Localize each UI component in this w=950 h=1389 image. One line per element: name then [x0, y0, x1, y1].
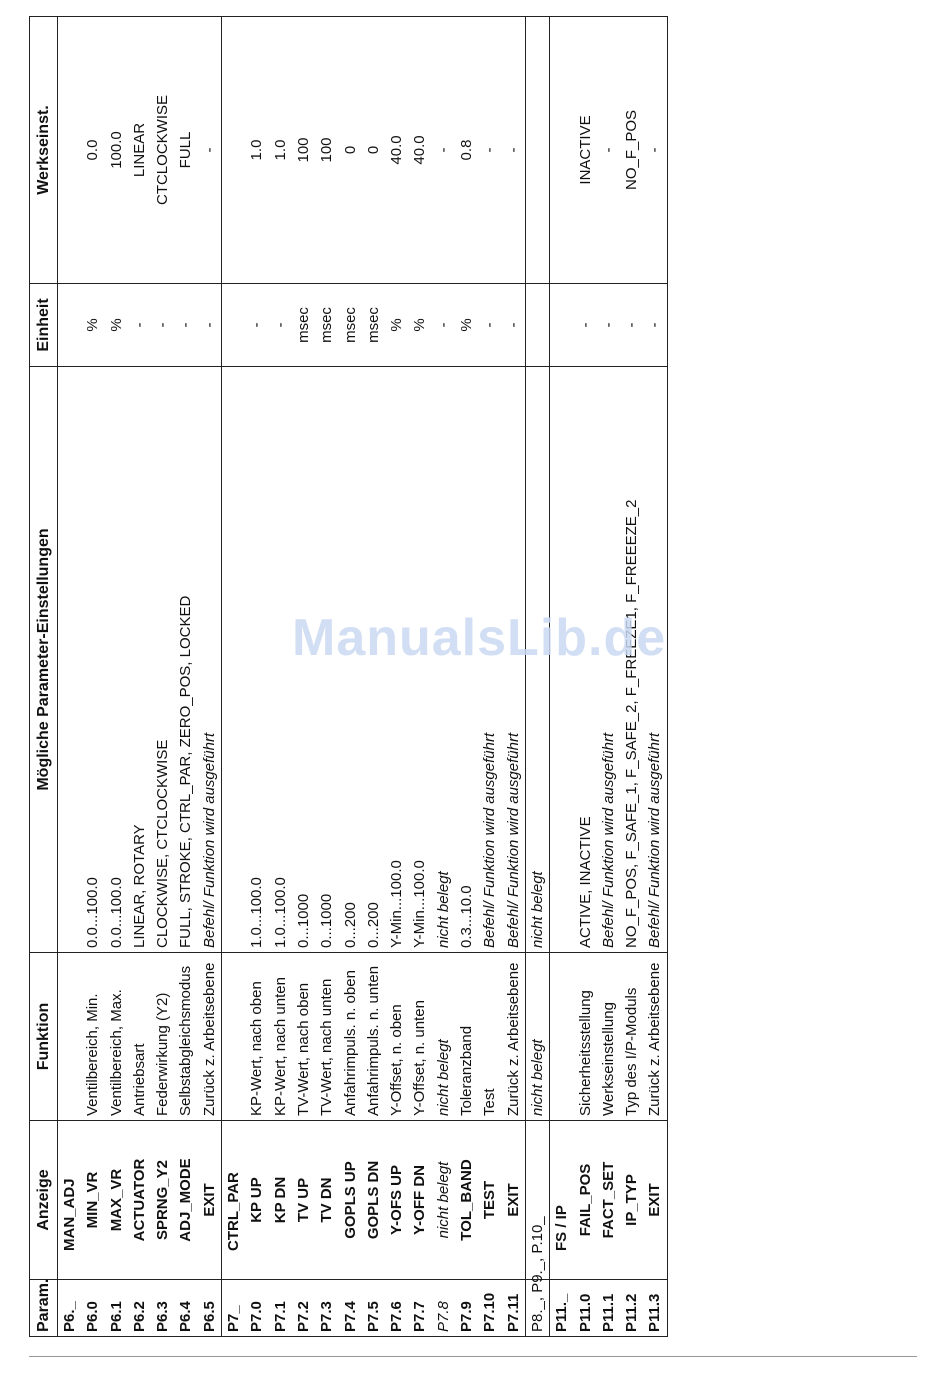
cell-einheit	[222, 284, 246, 367]
table-group-row	[222, 17, 246, 1337]
table-row	[362, 17, 385, 1337]
cell-einstellungen: Befehl/ Funktion wird ausgeführt	[502, 367, 526, 953]
cell-param: P7.2	[292, 1280, 315, 1337]
cell-param: P11._	[550, 1280, 574, 1337]
cell-einheit: msec	[292, 284, 315, 367]
cell-einstellungen: ACTIVE, INACTIVE	[574, 367, 597, 953]
cell-werkseinst: 0	[339, 17, 362, 284]
cell-einheit: %	[408, 284, 431, 367]
cell-anzeige: ACTUATOR	[128, 1121, 151, 1280]
cell-param: P6.2	[128, 1280, 151, 1337]
cell-funktion: Y-Offset, n. oben	[385, 953, 408, 1121]
cell-werkseinst: -	[597, 17, 620, 284]
header-param: Param.	[30, 1280, 58, 1337]
cell-funktion: Zurück z. Arbeitsebene	[502, 953, 526, 1121]
header-werkseinst: Werkseinst.	[30, 17, 58, 284]
header-einstellungen: Mögliche Parameter-Einstellungen	[30, 367, 58, 953]
cell-param: P7.5	[362, 1280, 385, 1337]
cell-einstellungen: Y-Min...100.0	[385, 367, 408, 953]
table-row	[432, 17, 455, 1337]
cell-einstellungen	[550, 367, 574, 953]
cell-einheit	[525, 284, 549, 367]
table-row	[502, 17, 526, 1337]
cell-param: P11.0	[574, 1280, 597, 1337]
cell-funktion: Zurück z. Arbeitsebene	[198, 953, 222, 1121]
cell-funktion	[222, 953, 246, 1121]
cell-einstellungen: LINEAR, ROTARY	[128, 367, 151, 953]
cell-anzeige: IP_TYP	[620, 1121, 643, 1280]
cell-anzeige: EXIT	[643, 1121, 667, 1280]
cell-einheit	[550, 284, 574, 367]
cell-anzeige: nicht belegt	[432, 1121, 455, 1280]
cell-param: P7.10	[478, 1280, 501, 1337]
cell-werkseinst: NO_F_POS	[620, 17, 643, 284]
cell-einstellungen: 0.0...100.0	[105, 367, 128, 953]
table-row	[198, 17, 222, 1337]
cell-werkseinst: -	[432, 17, 455, 284]
cell-funktion: Anfahrimpuls. n. unten	[362, 953, 385, 1121]
cell-anzeige: TOL_BAND	[455, 1121, 478, 1280]
cell-einheit: %	[81, 284, 104, 367]
cell-einstellungen: Befehl/ Funktion wird ausgeführt	[643, 367, 667, 953]
cell-param: P7.11	[502, 1280, 526, 1337]
cell-param: P7.8	[432, 1280, 455, 1337]
cell-param: P7_	[222, 1280, 246, 1337]
cell-anzeige: TV DN	[315, 1121, 338, 1280]
table-row	[408, 17, 431, 1337]
table-row	[81, 17, 104, 1337]
cell-werkseinst: 0.8	[455, 17, 478, 284]
cell-einstellungen: 0...1000	[292, 367, 315, 953]
cell-anzeige: FACT_SET	[597, 1121, 620, 1280]
cell-werkseinst: 40.0	[385, 17, 408, 284]
table-row	[574, 17, 597, 1337]
cell-funktion: Selbstabgleichsmodus	[174, 953, 197, 1121]
cell-anzeige: KP DN	[269, 1121, 292, 1280]
cell-werkseinst: -	[643, 17, 667, 284]
cell-anzeige: ADJ_MODE	[174, 1121, 197, 1280]
cell-funktion: Anfahrimpuls. n. oben	[339, 953, 362, 1121]
cell-funktion: nicht belegt	[525, 953, 549, 1121]
cell-param: P7.0	[245, 1280, 268, 1337]
cell-werkseinst: 0	[362, 17, 385, 284]
table-header-row	[30, 17, 58, 1337]
cell-werkseinst: 1.0	[269, 17, 292, 284]
cell-anzeige: SPRNG_Y2	[151, 1121, 174, 1280]
table-row	[151, 17, 174, 1337]
table-row	[643, 17, 667, 1337]
table-row	[478, 17, 501, 1337]
cell-werkseinst: 40.0	[408, 17, 431, 284]
cell-einstellungen	[58, 367, 82, 953]
cell-param: P11.1	[597, 1280, 620, 1337]
cell-einheit: -	[574, 284, 597, 367]
cell-einstellungen: Befehl/ Funktion wird ausgeführt	[198, 367, 222, 953]
table-row	[315, 17, 338, 1337]
cell-einheit: %	[455, 284, 478, 367]
cell-werkseinst: 0.0	[81, 17, 104, 284]
cell-param: P6.3	[151, 1280, 174, 1337]
cell-anzeige: TV UP	[292, 1121, 315, 1280]
cell-einstellungen: CLOCKWISE, CTCLOCKWISE	[151, 367, 174, 953]
table-row	[269, 17, 292, 1337]
cell-anzeige: EXIT	[198, 1121, 222, 1280]
cell-funktion: Werkseinstellung	[597, 953, 620, 1121]
cell-werkseinst: -	[478, 17, 501, 284]
cell-einstellungen: FULL, STROKE, CTRL_PAR, ZERO_POS, LOCKED	[174, 367, 197, 953]
cell-werkseinst	[58, 17, 82, 284]
table-group-row	[550, 17, 574, 1337]
cell-anzeige: KP UP	[245, 1121, 268, 1280]
table-row	[128, 17, 151, 1337]
cell-param: P7.3	[315, 1280, 338, 1337]
cell-funktion: nicht belegt	[432, 953, 455, 1121]
cell-werkseinst: LINEAR	[128, 17, 151, 284]
cell-funktion: KP-Wert, nach unten	[269, 953, 292, 1121]
cell-einheit: -	[643, 284, 667, 367]
cell-einheit: -	[198, 284, 222, 367]
cell-einstellungen: 1.0...100.0	[269, 367, 292, 953]
parameter-table-page	[29, 17, 776, 1337]
cell-einheit	[58, 284, 82, 367]
footer-divider	[29, 1356, 917, 1357]
cell-param: P7.9	[455, 1280, 478, 1337]
cell-funktion: Y-Offset, n. unten	[408, 953, 431, 1121]
cell-einheit: -	[245, 284, 268, 367]
table-row	[385, 17, 408, 1337]
cell-werkseinst: 100	[292, 17, 315, 284]
table-row	[245, 17, 268, 1337]
cell-einheit: %	[105, 284, 128, 367]
cell-funktion: Toleranzband	[455, 953, 478, 1121]
cell-werkseinst: 1.0	[245, 17, 268, 284]
table-row	[292, 17, 315, 1337]
cell-anzeige: MAN_ADJ	[58, 1121, 82, 1280]
cell-einstellungen: 1.0...100.0	[245, 367, 268, 953]
cell-einstellungen: 0...200	[362, 367, 385, 953]
cell-anzeige: FS / IP	[550, 1121, 574, 1280]
parameter-table	[29, 16, 668, 1337]
cell-param: P6._	[58, 1280, 82, 1337]
cell-werkseinst: -	[502, 17, 526, 284]
cell-param: P7.6	[385, 1280, 408, 1337]
cell-werkseinst	[525, 17, 549, 284]
cell-einstellungen: Befehl/ Funktion wird ausgeführt	[597, 367, 620, 953]
cell-anzeige: GOPLS DN	[362, 1121, 385, 1280]
cell-funktion: KP-Wert, nach oben	[245, 953, 268, 1121]
cell-funktion	[550, 953, 574, 1121]
cell-werkseinst: INACTIVE	[574, 17, 597, 284]
cell-param: P6.5	[198, 1280, 222, 1337]
cell-einheit: -	[269, 284, 292, 367]
cell-param: P11.3	[643, 1280, 667, 1337]
table-row	[620, 17, 643, 1337]
cell-werkseinst	[550, 17, 574, 284]
cell-funktion	[58, 953, 82, 1121]
cell-param: P7.7	[408, 1280, 431, 1337]
cell-param: P6.1	[105, 1280, 128, 1337]
cell-werkseinst: FULL	[174, 17, 197, 284]
cell-param: P11.2	[620, 1280, 643, 1337]
cell-einstellungen: NO_F_POS, F_SAFE_1, F_SAFE_2, F_FREEZE1, F_FREEEZE_2	[620, 367, 643, 953]
header-funktion: Funktion	[30, 953, 58, 1121]
cell-einheit: -	[128, 284, 151, 367]
cell-param: P7.4	[339, 1280, 362, 1337]
cell-funktion: Antriebsart	[128, 953, 151, 1121]
cell-funktion: Typ des I/P-Moduls	[620, 953, 643, 1121]
cell-param: P6.4	[174, 1280, 197, 1337]
watermark: ManualsLib.de	[292, 609, 667, 667]
cell-funktion: Ventilbereich, Max.	[105, 953, 128, 1121]
cell-werkseinst	[222, 17, 246, 284]
cell-einstellungen	[222, 367, 246, 953]
cell-einstellungen: 0.3...10.0	[455, 367, 478, 953]
cell-param: P7.1	[269, 1280, 292, 1337]
cell-funktion: Sicherheitsstellung	[574, 953, 597, 1121]
cell-werkseinst: CTCLOCKWISE	[151, 17, 174, 284]
cell-werkseinst: -	[198, 17, 222, 284]
cell-einstellungen: nicht belegt	[525, 367, 549, 953]
cell-einheit: msec	[339, 284, 362, 367]
cell-einstellungen: 0...1000	[315, 367, 338, 953]
cell-param: P6.0	[81, 1280, 104, 1337]
cell-anzeige: EXIT	[502, 1121, 526, 1280]
cell-einstellungen: 0.0...100.0	[81, 367, 104, 953]
cell-werkseinst: 100.0	[105, 17, 128, 284]
table-row	[339, 17, 362, 1337]
cell-funktion: TV-Wert, nach unten	[315, 953, 338, 1121]
cell-anzeige: TEST	[478, 1121, 501, 1280]
cell-anzeige: CTRL_PAR	[222, 1121, 246, 1280]
cell-einheit: msec	[315, 284, 338, 367]
header-einheit: Einheit	[30, 284, 58, 367]
cell-einheit: -	[597, 284, 620, 367]
cell-einheit: -	[478, 284, 501, 367]
cell-funktion: TV-Wert, nach oben	[292, 953, 315, 1121]
cell-einheit: -	[620, 284, 643, 367]
table-body	[58, 17, 668, 1337]
cell-funktion: Zurück z. Arbeitsebene	[643, 953, 667, 1121]
cell-einstellungen: Befehl/ Funktion wird ausgeführt	[478, 367, 501, 953]
cell-einstellungen: Y-Min...100.0	[408, 367, 431, 953]
cell-anzeige: FAIL_POS	[574, 1121, 597, 1280]
cell-einheit: -	[502, 284, 526, 367]
cell-anzeige: GOPLS UP	[339, 1121, 362, 1280]
table-row	[174, 17, 197, 1337]
table-group-row	[58, 17, 82, 1337]
table-group-row	[525, 17, 549, 1337]
cell-einheit: %	[385, 284, 408, 367]
cell-einstellungen: 0...200	[339, 367, 362, 953]
table-row	[105, 17, 128, 1337]
header-anzeige: Anzeige	[30, 1121, 58, 1280]
cell-param: P8._, P9._, P.10_	[525, 1280, 549, 1337]
table-row	[597, 17, 620, 1337]
cell-funktion: Test	[478, 953, 501, 1121]
cell-einheit: -	[151, 284, 174, 367]
table-row	[455, 17, 478, 1337]
cell-funktion: Federwirkung (Y2)	[151, 953, 174, 1121]
cell-einheit: -	[432, 284, 455, 367]
cell-einheit: -	[174, 284, 197, 367]
cell-anzeige: MIN_VR	[81, 1121, 104, 1280]
cell-anzeige: MAX_VR	[105, 1121, 128, 1280]
cell-funktion: Ventilbereich, Min.	[81, 953, 104, 1121]
cell-werkseinst: 100	[315, 17, 338, 284]
cell-anzeige: Y-OFS UP	[385, 1121, 408, 1280]
cell-einstellungen: nicht belegt	[432, 367, 455, 953]
cell-einheit: msec	[362, 284, 385, 367]
cell-anzeige: Y-OFF DN	[408, 1121, 431, 1280]
